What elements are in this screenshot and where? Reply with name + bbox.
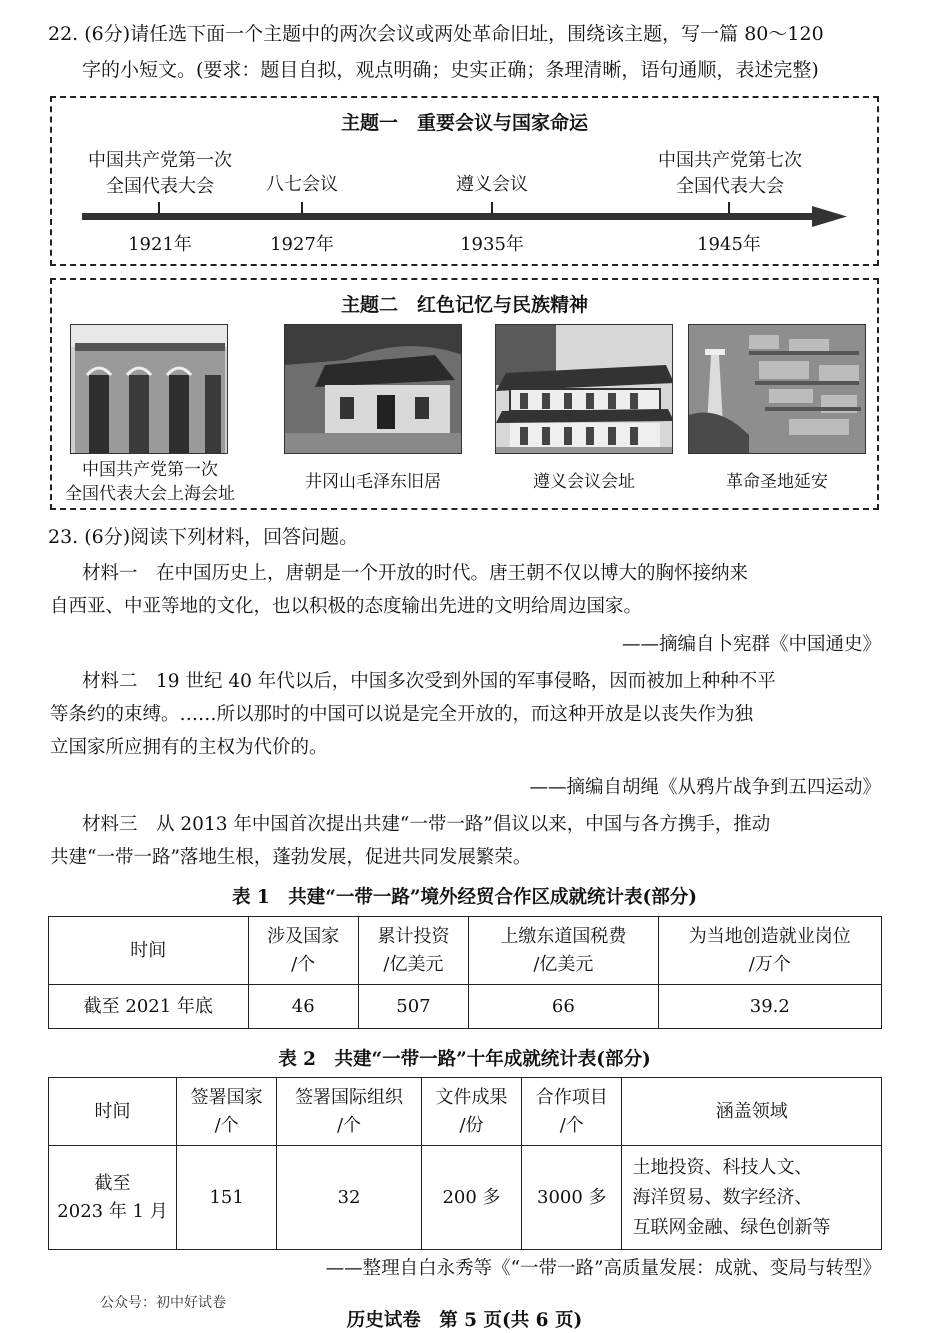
timeline-event-1945 xyxy=(630,148,830,200)
table2-cell: 200 多 xyxy=(421,1146,521,1250)
table1-cell: 46 xyxy=(248,985,358,1029)
timeline-tick xyxy=(728,202,730,214)
table2-cell: 32 xyxy=(277,1146,422,1250)
timeline-event-1921 xyxy=(60,148,260,200)
table2 xyxy=(48,1077,882,1250)
photo-zunyi-site xyxy=(495,324,673,454)
table1-cell: 66 xyxy=(469,985,658,1029)
table-row xyxy=(49,985,882,1029)
timeline-year: 1945年 xyxy=(697,234,761,255)
timeline-event-1927 xyxy=(247,172,357,198)
table1-header: 累计投资 /亿美元 xyxy=(358,917,468,985)
material-text: 在中国历史上，唐朝是一个开放的时代。唐王朝不仅以博大的胸怀接纳来 xyxy=(156,563,749,584)
material-3-source: ——整理自白永秀等《“一带一路”高质量发展：成就、变局与转型》 xyxy=(325,1258,881,1279)
table2-header: 时间 xyxy=(49,1078,177,1146)
q22-line2: 字的小短文。(要求：题目自拟，观点明确；史实正确；条理清晰，语句通顺，表述完整) xyxy=(82,59,819,81)
theme2-box xyxy=(50,278,879,510)
timeline-event-1935 xyxy=(437,172,547,198)
material-3 xyxy=(50,808,882,874)
timeline-tick xyxy=(301,202,303,214)
event-label-line: 八七会议 xyxy=(266,174,338,195)
table1-caption: 表 1 共建“一带一路”境外经贸合作区成就统计表(部分) xyxy=(231,887,698,908)
table1-cell: 39.2 xyxy=(658,985,881,1029)
caption-yanan: 革命圣地延安 xyxy=(726,472,828,492)
table2-header: 签署国际组织 /个 xyxy=(277,1078,422,1146)
material-text: 立国家所应拥有的主权为代价的。 xyxy=(50,737,328,758)
table2-header: 合作项目 /个 xyxy=(522,1078,622,1146)
material-2 xyxy=(50,665,882,764)
caption-line: 全国代表大会上海会址 xyxy=(65,484,235,504)
footer-note: 公众号：初中好试卷 xyxy=(100,1295,226,1311)
table2-fields-cell: 土地投资、科技人文、 海洋贸易、数字经济、 互联网金融、绿色创新等 xyxy=(622,1146,882,1250)
timeline-tick xyxy=(491,202,493,214)
photo-yanan xyxy=(688,324,866,454)
table2-header: 文件成果 /份 xyxy=(421,1078,521,1146)
timeline-year: 1935年 xyxy=(460,234,524,255)
material-text: 从 2013 年中国首次提出共建“一带一路”倡议以来，中国与各方携手，推动 xyxy=(156,814,771,835)
material-text: 共建“一带一路”落地生根，蓬勃发展，促进共同发展繁荣。 xyxy=(50,847,532,868)
event-label-line: 遵义会议 xyxy=(456,174,528,195)
caption-jinggangshan: 井冈山毛泽东旧居 xyxy=(305,472,441,492)
table2-header: 涵盖领域 xyxy=(622,1078,882,1146)
table1-cell: 507 xyxy=(358,985,468,1029)
material-label: 材料一 xyxy=(82,563,138,584)
event-label-line: 全国代表大会 xyxy=(106,176,214,197)
material-text: 等条约的束缚。……所以那时的中国可以说是完全开放的，而这种开放是以丧失作为独 xyxy=(50,704,754,725)
material-2-source: ——摘编自胡绳《从鸦片战争到五四运动》 xyxy=(529,777,881,798)
photo-shanghai-site xyxy=(70,324,228,454)
timeline-year: 1921年 xyxy=(128,234,192,255)
theme1-box xyxy=(50,96,879,266)
table1 xyxy=(48,916,882,1029)
material-label: 材料三 xyxy=(82,814,138,835)
material-text: 自西亚、中亚等地的文化，也以积极的态度输出先进的文明给周边国家。 xyxy=(50,596,643,617)
event-label-line: 全国代表大会 xyxy=(676,176,784,197)
timeline-tick xyxy=(158,202,160,214)
table-row xyxy=(49,1146,882,1250)
table2-header: 签署国家 /个 xyxy=(177,1078,277,1146)
table2-time-cell: 截至 2023 年 1 月 xyxy=(49,1146,177,1250)
table1-header: 时间 xyxy=(49,917,249,985)
table1-header: 涉及国家 /个 xyxy=(248,917,358,985)
event-label-line: 中国共产党第一次 xyxy=(88,150,232,171)
material-1-source: ——摘编自卜宪群《中国通史》 xyxy=(621,634,881,655)
table2-cell: 3000 多 xyxy=(522,1146,622,1250)
table1-header: 为当地创造就业岗位 /万个 xyxy=(658,917,881,985)
material-label: 材料二 xyxy=(82,671,138,692)
table2-cell: 151 xyxy=(177,1146,277,1250)
caption-zunyi-site: 遵义会议会址 xyxy=(533,472,635,492)
theme2-title: 主题二 红色记忆与民族精神 xyxy=(340,294,588,316)
timeline-year: 1927年 xyxy=(270,234,334,255)
table1-header: 上缴东道国税费 /亿美元 xyxy=(469,917,658,985)
theme1-title: 主题一 重要会议与国家命运 xyxy=(340,112,588,134)
caption-shanghai-site xyxy=(52,458,248,506)
timeline-arrow xyxy=(82,204,852,230)
q23-title: 23. (6分)阅读下列材料，回答问题。 xyxy=(48,526,359,548)
page-number: 历史试卷 第 5 页(共 6 页) xyxy=(346,1310,583,1331)
table2-caption: 表 2 共建“一带一路”十年成就统计表(部分) xyxy=(278,1049,651,1070)
caption-line: 中国共产党第一次 xyxy=(82,460,218,480)
material-text: 19 世纪 40 年代以后，中国多次受到外国的军事侵略，因而被加上种种不平 xyxy=(156,671,776,692)
table1-cell: 截至 2021 年底 xyxy=(49,985,249,1029)
event-label-line: 中国共产党第七次 xyxy=(658,150,802,171)
material-1 xyxy=(50,557,882,623)
photo-jinggangshan xyxy=(284,324,462,454)
q22-line1: 22. (6分)请任选下面一个主题中的两次会议或两处革命旧址，围绕该主题，写一篇 80～120 xyxy=(48,23,824,45)
